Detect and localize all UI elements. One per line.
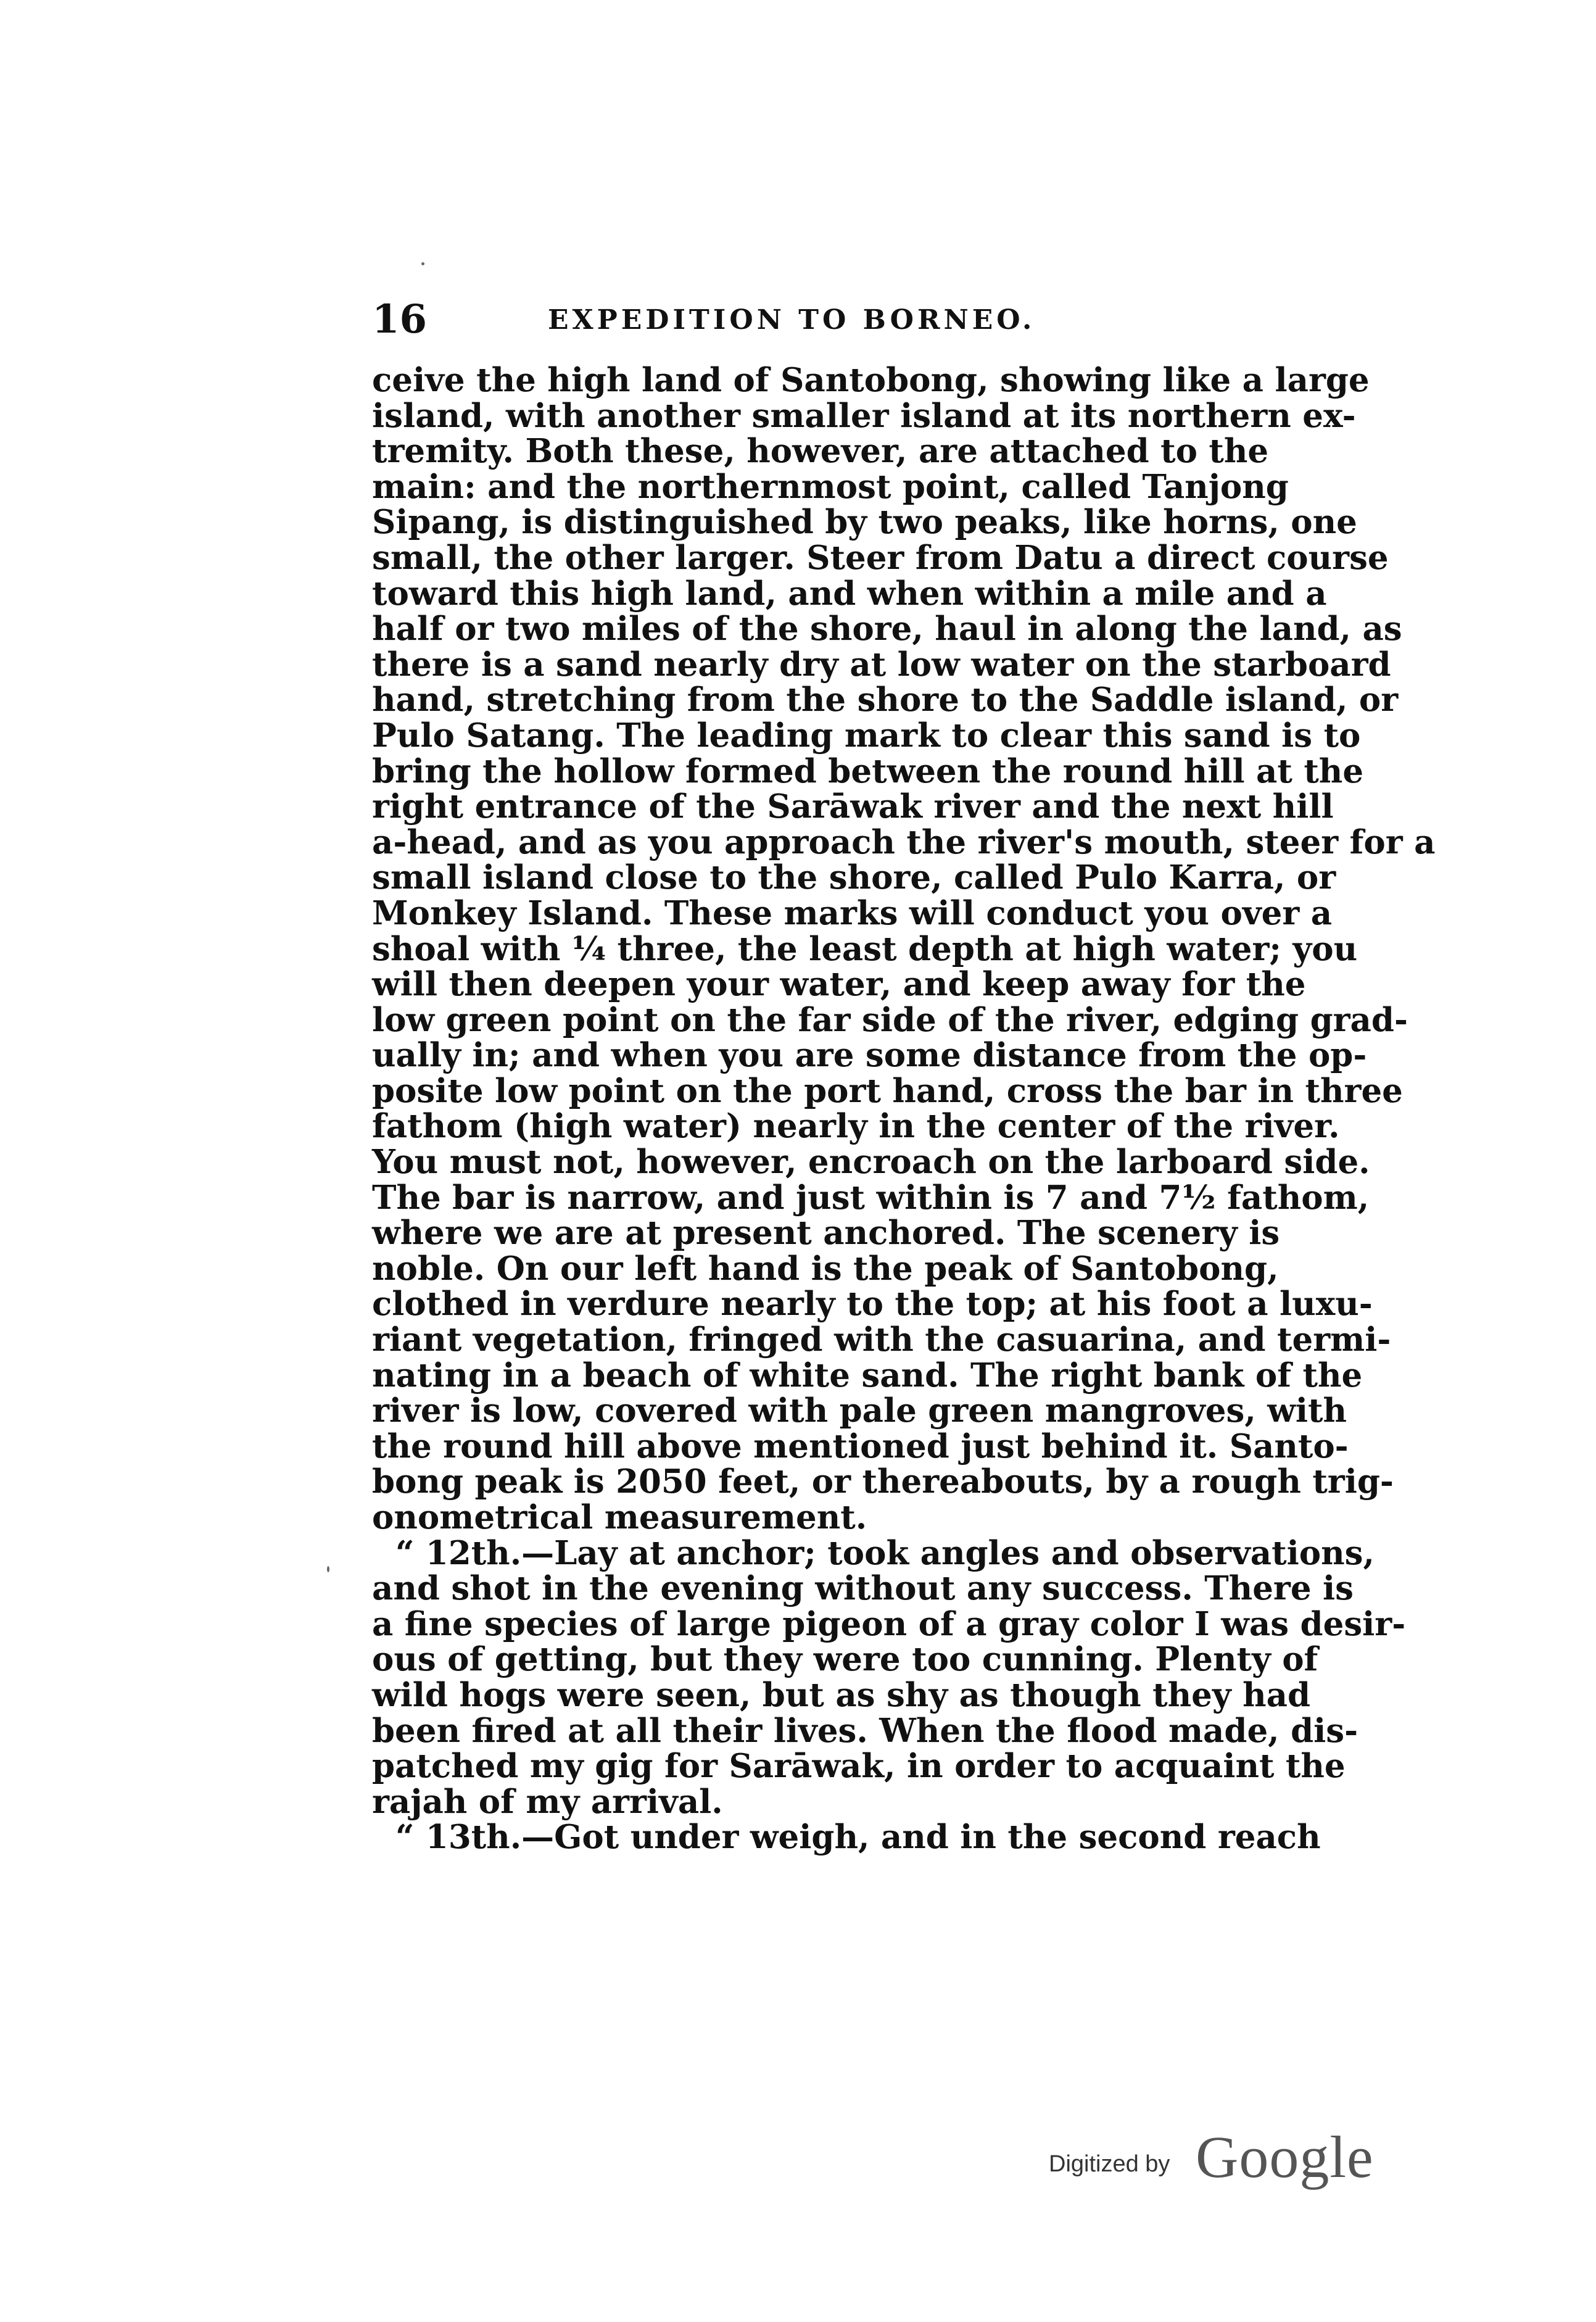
text-line: tremity. Both these, however, are attached to the bbox=[372, 432, 1269, 471]
digitized-watermark bbox=[1049, 2123, 1394, 2191]
text-line: nating in a beach of white sand. The right bank of the bbox=[372, 1356, 1363, 1395]
text-line: bong peak is 2050 feet, or thereabouts, by a rough trig- bbox=[372, 1462, 1394, 1501]
text-line-paragraph-end: onometrical measurement. bbox=[372, 1498, 867, 1536]
running-head: EXPEDITION TO BORNEO. bbox=[548, 304, 1036, 336]
page-number: 16 bbox=[372, 296, 428, 342]
text-line-paragraph-start: “ 12th.—Lay at anchor; took angles and observations, bbox=[395, 1533, 1375, 1572]
text-line: posite low point on the port hand, cross the bar in three bbox=[372, 1071, 1403, 1110]
text-line: where we are at present anchored. The scenery is bbox=[372, 1214, 1280, 1253]
text-line: there is a sand nearly dry at low water on the starboard bbox=[372, 645, 1391, 684]
text-line: ous of getting, but they were too cunning. Plenty of bbox=[372, 1640, 1318, 1679]
text-line: toward this high land, and when within a mile and a bbox=[372, 574, 1327, 613]
text-line: main: and the northernmost point, called Tanjong bbox=[372, 467, 1289, 506]
text-line: a fine species of large pigeon of a gray color I was desir- bbox=[372, 1604, 1406, 1643]
text-line: patched my gig for Sarāwak, in order to acquaint the bbox=[372, 1747, 1346, 1786]
text-line: ceive the high land of Santobong, showing like a large bbox=[372, 361, 1370, 399]
digitized-by-label: Digitized by bbox=[1049, 2151, 1170, 2177]
text-line: shoal with ¼ three, the least depth at high water; you bbox=[372, 929, 1358, 968]
text-line: half or two miles of the shore, haul in along the land, as bbox=[372, 610, 1402, 649]
text-line: a-head, and as you approach the river's mouth, steer for a bbox=[372, 823, 1436, 861]
text-line: the round hill above mentioned just behind it. Santo- bbox=[372, 1427, 1349, 1466]
text-line: ually in; and when you are some distance from the op- bbox=[372, 1036, 1367, 1075]
text-line: river is low, covered with pale green mangroves, with bbox=[372, 1391, 1347, 1430]
text-line: small island close to the shore, called Pulo Karra, or bbox=[372, 858, 1336, 897]
paper-speck bbox=[421, 262, 424, 265]
text-line: The bar is narrow, and just within is 7 and 7½ fathom, bbox=[372, 1178, 1370, 1217]
text-line: clothed in verdure nearly to the top; at his foot a luxu- bbox=[372, 1285, 1373, 1324]
text-line-paragraph-start: “ 13th.—Got under weigh, and in the second reach bbox=[395, 1818, 1321, 1857]
text-line: wild hogs were seen, but as shy as though they had bbox=[372, 1675, 1311, 1714]
text-line: island, with another smaller island at its northern ex- bbox=[372, 396, 1356, 435]
paper-speck bbox=[327, 1566, 329, 1572]
text-line: been fired at all their lives. When the flood made, dis- bbox=[372, 1711, 1358, 1750]
text-line: fathom (high water) nearly in the center of the river. bbox=[372, 1107, 1340, 1146]
text-line: You must not, however, encroach on the larboard side. bbox=[372, 1143, 1370, 1182]
text-line: bring the hollow formed between the round hill at the bbox=[372, 752, 1364, 790]
body-text bbox=[372, 361, 1436, 1857]
text-line: and shot in the evening without any success. There is bbox=[372, 1569, 1354, 1608]
text-line: noble. On our left hand is the peak of Santobong, bbox=[372, 1249, 1279, 1288]
text-line: will then deepen your water, and keep away for the bbox=[372, 965, 1306, 1004]
text-line: hand, stretching from the shore to the Saddle island, or bbox=[372, 681, 1399, 719]
text-line: low green point on the far side of the river, edging grad- bbox=[372, 1000, 1408, 1039]
text-line: small, the other larger. Steer from Datu a direct course bbox=[372, 538, 1389, 577]
text-line: riant vegetation, fringed with the casuarina, and termi- bbox=[372, 1321, 1391, 1359]
text-line: Sipang, is distinguished by two peaks, like horns, one bbox=[372, 503, 1357, 542]
page-header bbox=[372, 295, 1223, 344]
text-line: Pulo Satang. The leading mark to clear this sand is to bbox=[372, 716, 1361, 755]
text-line-paragraph-end: rajah of my arrival. bbox=[372, 1782, 723, 1821]
text-line: Monkey Island. These marks will conduct you over a bbox=[372, 894, 1333, 932]
text-line: right entrance of the Sarāwak river and the next hill bbox=[372, 787, 1334, 826]
google-logo: Google bbox=[1196, 2124, 1374, 2190]
